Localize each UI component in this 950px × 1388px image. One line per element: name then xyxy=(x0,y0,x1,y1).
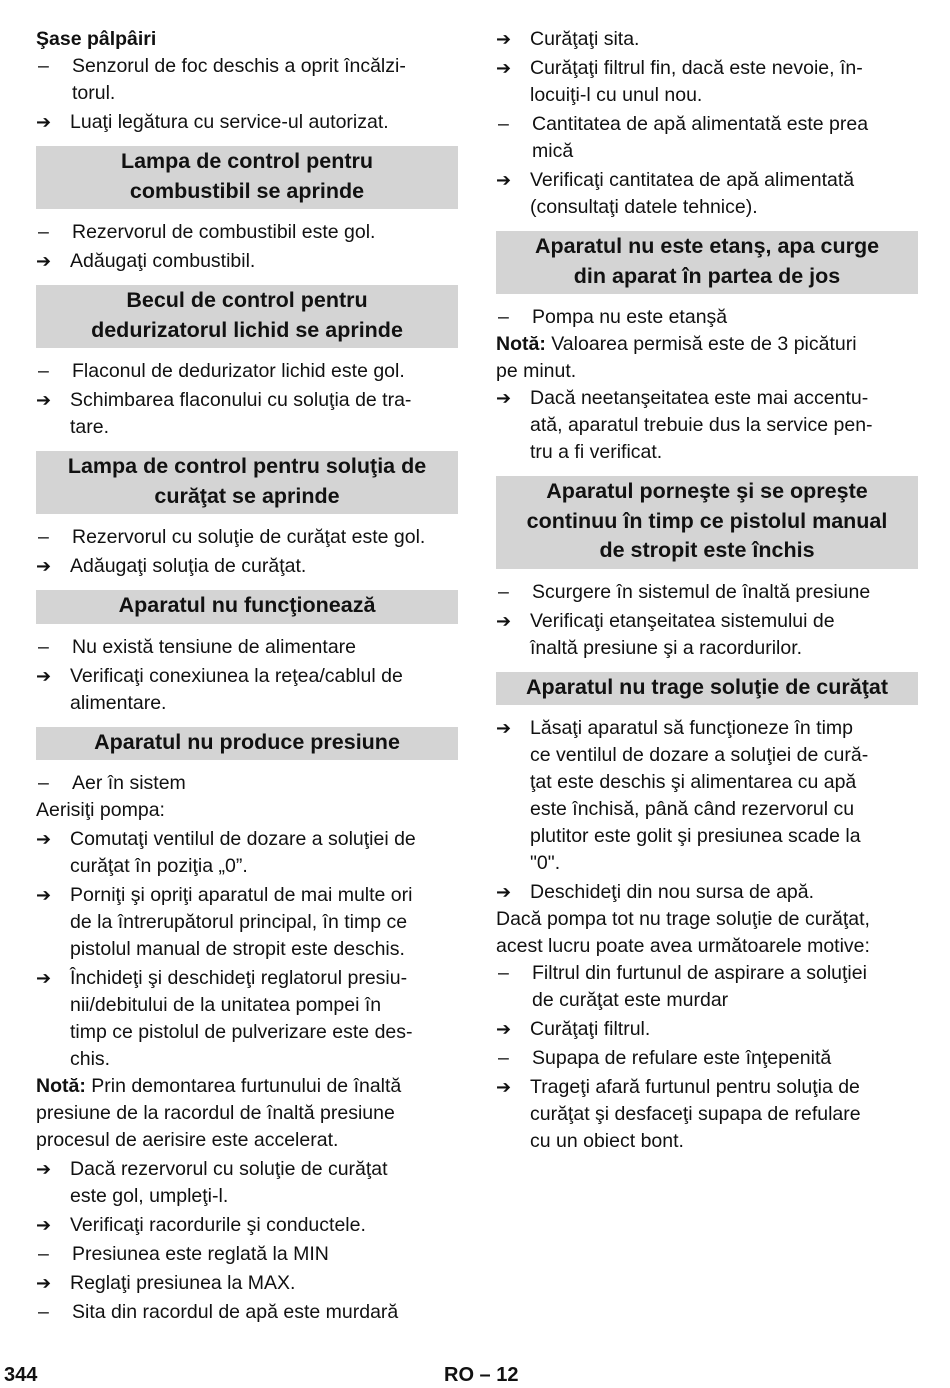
arrow-right-icon: ➔ xyxy=(36,112,52,133)
section-heading: Becul de control pentru dedurizatorul lichid se aprinde xyxy=(36,285,458,348)
remedy-text: Dacă neetanşeitatea este mai accentu- ată, aparatul trebuie dus la service pen- tru a fi verificat. xyxy=(530,387,873,463)
arrow-right-icon: ➔ xyxy=(496,170,512,191)
remedy-text: Comutaţi ventilul de dozare a soluţiei de curăţat în poziţia „0”. xyxy=(70,828,416,877)
cause-item xyxy=(36,1241,458,1268)
remedy-item xyxy=(36,1156,458,1210)
remedy-text: Curăţaţi sita. xyxy=(530,28,640,50)
dash-marker: – xyxy=(38,772,49,794)
dash-marker: – xyxy=(498,113,509,135)
paragraph: Aerisiţi pompa: xyxy=(36,799,165,821)
section-heading: Lampa de control pentru soluţia de curăţat se aprinde xyxy=(36,451,458,514)
remedy-item xyxy=(36,553,458,580)
remedy-text: Verificaţi conexiunea la reţea/cablul de alimentare. xyxy=(70,664,403,714)
remedy-text: Lăsaţi aparatul să funcţioneze în timp ce ventilul de dozare a soluţiei de cură- ţat este deschis şi alimentarea cu apă este închisă, până când rezervorul cu plutitor este golit şi presiunea scade la "0". xyxy=(530,717,869,874)
section-heading: Aparatul nu funcţionează xyxy=(36,590,458,624)
remedy-item xyxy=(496,1074,918,1155)
cause-text: Supapa de refulare este înţepenită xyxy=(532,1047,832,1069)
dash-marker: – xyxy=(38,221,49,243)
section-heading: Aparatul nu trage soluţie de curăţat xyxy=(496,672,918,706)
remedy-text: Verificaţi etanşeitatea sistemului de înaltă presiune şi a racordurilor. xyxy=(530,609,835,659)
cause-item xyxy=(36,770,458,797)
cause-item xyxy=(496,1045,918,1072)
remedy-text: Verificaţi cantitatea de apă alimentată (consultaţi datele tehnice). xyxy=(530,169,855,218)
cause-text: Flaconul de dedurizator lichid este gol. xyxy=(72,360,405,382)
dash-marker: – xyxy=(38,1243,49,1265)
remedy-item xyxy=(36,1212,458,1239)
cause-text: Scurgere în sistemul de înaltă presiune xyxy=(532,580,871,603)
remedy-text: Luaţi legătura cu service-ul autorizat. xyxy=(70,111,389,133)
remedy-text: Adăugaţi soluţia de curăţat. xyxy=(70,555,307,577)
cause-text: Cantitatea de apă alimentată este prea mică xyxy=(532,113,869,162)
section-heading: Lampa de control pentru combustibil se aprinde xyxy=(36,146,458,209)
cause-text: Pompa nu este etanşă xyxy=(532,306,728,328)
cause-text: Senzorul de foc deschis a oprit încălzi- torul. xyxy=(72,55,406,104)
remedy-item xyxy=(496,715,918,877)
remedy-text: Schimbarea flaconului cu soluţia de tra- tare. xyxy=(70,389,412,438)
remedy-item xyxy=(36,826,458,880)
cause-text: Rezervorul de combustibil este gol. xyxy=(72,221,376,243)
arrow-right-icon: ➔ xyxy=(496,388,512,409)
dash-marker: – xyxy=(498,962,509,984)
cause-item xyxy=(36,524,458,551)
remedy-item xyxy=(36,1270,458,1297)
arrow-right-icon: ➔ xyxy=(36,1215,52,1236)
remedy-text: Deschideţi din nou sursa de apă. xyxy=(530,881,815,903)
arrow-right-icon: ➔ xyxy=(496,1019,512,1040)
remedy-text: Adăugaţi combustibil. xyxy=(70,250,256,272)
note-label: Notă: xyxy=(496,333,546,355)
page-footer xyxy=(0,1364,950,1388)
arrow-right-icon: ➔ xyxy=(496,58,512,79)
remedy-item xyxy=(496,608,918,662)
page-number: 344 xyxy=(4,1364,38,1386)
dash-marker: – xyxy=(498,306,509,328)
arrow-right-icon: ➔ xyxy=(36,251,52,272)
dash-marker: – xyxy=(38,55,49,77)
cause-text: Sita din racordul de apă este murdară xyxy=(72,1301,399,1323)
remedy-item xyxy=(36,882,458,963)
cause-item xyxy=(496,304,918,331)
arrow-right-icon: ➔ xyxy=(36,968,52,989)
dash-marker: – xyxy=(38,1301,49,1323)
section-heading: Aparatul porneşte şi se opreşte continuu în timp ce pistolul manual de stropit este închis xyxy=(496,476,918,569)
arrow-right-icon: ➔ xyxy=(36,1159,52,1180)
arrow-right-icon: ➔ xyxy=(496,1077,512,1098)
cause-item xyxy=(36,1299,458,1326)
cause-item xyxy=(36,634,458,661)
remedy-item xyxy=(36,387,458,441)
arrow-right-icon: ➔ xyxy=(496,882,512,903)
cause-item xyxy=(496,960,918,1014)
remedy-item xyxy=(36,663,458,717)
note-label: Notă: xyxy=(36,1075,86,1097)
arrow-right-icon: ➔ xyxy=(36,390,52,411)
dash-marker: – xyxy=(38,526,49,548)
dash-marker: – xyxy=(38,635,49,658)
paragraph: Dacă pompa tot nu trage soluţie de curăţat, acest lucru poate avea următoarele motive: xyxy=(496,908,870,957)
dash-marker: – xyxy=(498,1047,509,1069)
section-title-six-flashes: Şase pâlpâiri xyxy=(36,28,157,50)
remedy-item xyxy=(496,385,918,466)
cause-text: Presiunea este reglată la MIN xyxy=(72,1243,329,1265)
arrow-right-icon: ➔ xyxy=(36,665,52,687)
arrow-right-icon: ➔ xyxy=(36,885,52,906)
note-paragraph: Notă: Valoarea permisă este de 3 picături pe minut. xyxy=(496,333,857,382)
cause-item xyxy=(496,111,918,165)
cause-item xyxy=(36,219,458,246)
remedy-item xyxy=(496,55,918,109)
cause-text: Nu există tensiune de alimentare xyxy=(72,635,356,658)
arrow-right-icon: ➔ xyxy=(496,610,512,632)
remedy-text: Porniţi şi opriţi aparatul de mai multe ori de la întrerupătorul principal, în timp ce pistolul manual de stropit este deschis. xyxy=(70,884,413,960)
remedy-text: Verificaţi racordurile şi conductele. xyxy=(70,1214,366,1236)
section-heading: Aparatul nu este etanş, apa curge din aparat în partea de jos xyxy=(496,231,918,294)
remedy-item xyxy=(36,965,458,1073)
arrow-right-icon: ➔ xyxy=(496,29,512,50)
section-heading: Aparatul nu produce presiune xyxy=(36,727,458,761)
remedy-text: Închideţi şi deschideţi reglatorul presiu- nii/debitului de la unitatea pompei în timp ce pistolul de pulverizare este des- chis. xyxy=(70,967,413,1070)
cause-text: Aer în sistem xyxy=(72,772,186,794)
section-code: RO – 12 xyxy=(444,1364,519,1386)
cause-item xyxy=(36,358,458,385)
remedy-item xyxy=(36,248,458,275)
note-paragraph: Notă: Prin demontarea furtunului de înaltă presiune de la racordul de înaltă presiune procesul de aerisire este accelerat. xyxy=(36,1075,402,1151)
arrow-right-icon: ➔ xyxy=(496,718,512,739)
remedy-text: Curăţaţi filtrul fin, dacă este nevoie, în- locuiţi-l cu unul nou. xyxy=(530,57,863,106)
right-column xyxy=(496,26,918,1155)
remedy-item xyxy=(496,879,918,906)
left-column xyxy=(36,26,458,1326)
dash-marker: – xyxy=(498,580,509,603)
arrow-right-icon: ➔ xyxy=(36,556,52,577)
arrow-right-icon: ➔ xyxy=(36,1273,52,1294)
remedy-item xyxy=(496,1016,918,1043)
dash-marker: – xyxy=(38,360,49,382)
remedy-item xyxy=(496,26,918,53)
cause-item xyxy=(496,579,918,606)
remedy-text: Dacă rezervorul cu soluţie de curăţat este gol, umpleţi-l. xyxy=(70,1158,388,1207)
cause-text: Filtrul din furtunul de aspirare a soluţiei de curăţat este murdar xyxy=(532,962,867,1011)
remedy-text: Reglaţi presiunea la MAX. xyxy=(70,1272,296,1294)
remedy-text: Curăţaţi filtrul. xyxy=(530,1018,651,1040)
cause-text: Rezervorul cu soluţie de curăţat este gol. xyxy=(72,526,426,548)
arrow-right-icon: ➔ xyxy=(36,829,52,850)
remedy-item xyxy=(36,109,458,136)
cause-item xyxy=(36,53,458,107)
remedy-text: Trageţi afară furtunul pentru soluţia de curăţat şi desfaceţi supapa de refulare cu un obiect bont. xyxy=(530,1076,861,1152)
remedy-item xyxy=(496,167,918,221)
